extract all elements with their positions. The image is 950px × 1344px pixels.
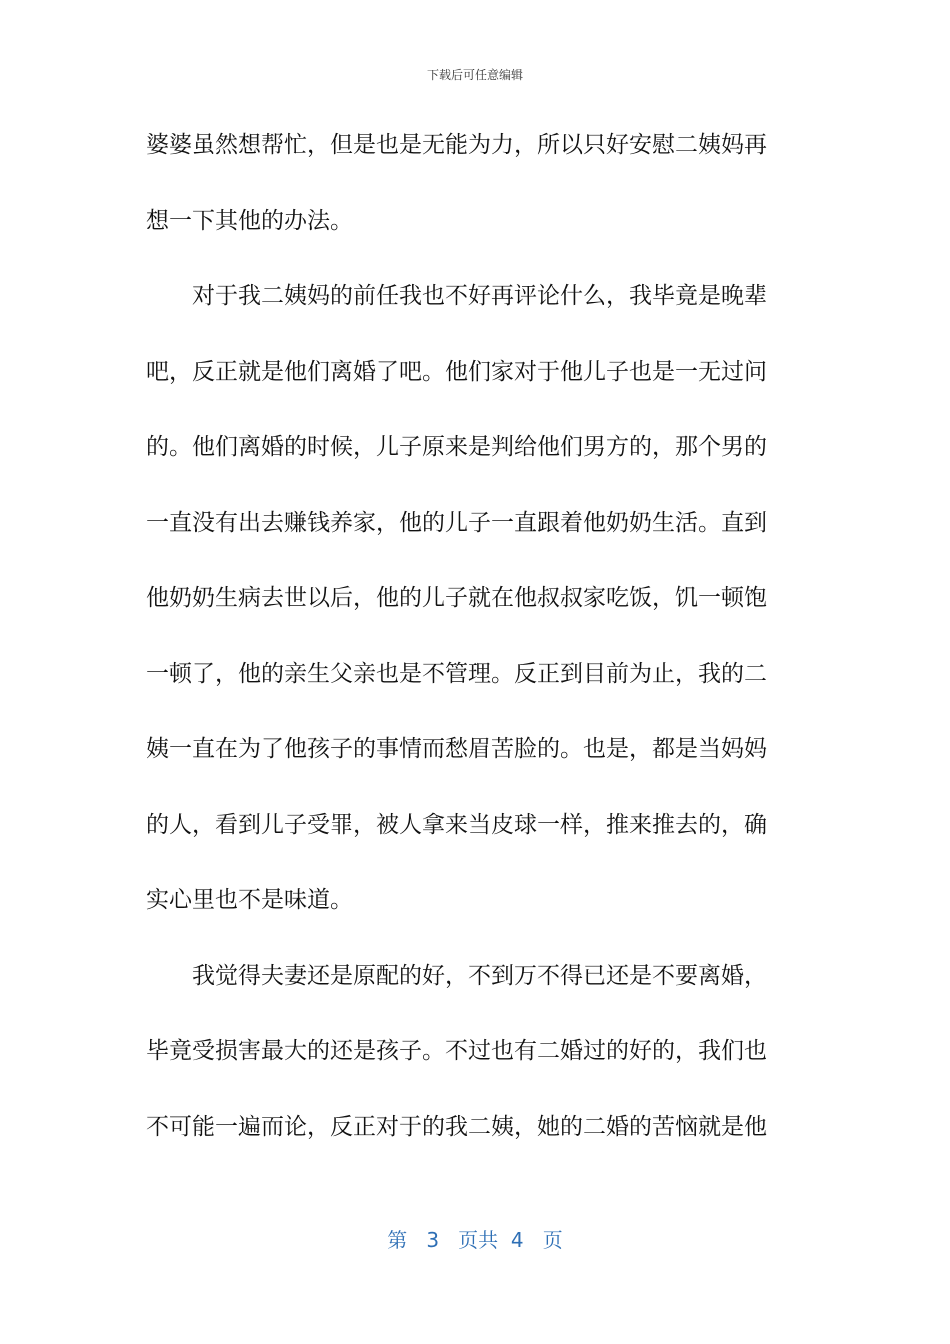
- page-footer: [0, 1224, 950, 1253]
- text-line: 婆婆虽然想帮忙，但是也是无能为力，所以只好安慰二姨妈再: [146, 132, 767, 158]
- footer-prefix: 第: [387, 1228, 408, 1252]
- text-line: 我觉得夫妻还是原配的好，不到万不得已还是不要离婚，: [192, 962, 767, 989]
- text-line: 的。他们离婚的时候，儿子原来是判给他们男方的，那个男的: [146, 434, 767, 460]
- total-pages-number: 4: [510, 1228, 524, 1252]
- paragraph-1: [146, 108, 796, 259]
- text-line: 姨一直在为了他孩子的事情而愁眉苦脸的。也是，都是当妈妈: [146, 736, 767, 762]
- text-line: 对于我二姨妈的前任我也不好再评论什么，我毕竟是晚辈: [192, 283, 767, 309]
- text-line: 的人，看到儿子受罪，被人拿来当皮球一样，推来推去的，确: [146, 811, 767, 838]
- document-body: [146, 108, 796, 1165]
- text-line: 他奶奶生病去世以后，他的儿子就在他叔叔家吃饭，饥一顿饱: [146, 585, 767, 611]
- paragraph-3: [146, 939, 796, 1166]
- text-line: 想一下其他的办法。: [146, 207, 353, 234]
- paragraph-2: [146, 259, 796, 939]
- text-line: 一直没有出去赚钱养家，他的儿子一直跟着他奶奶生活。直到: [146, 509, 767, 536]
- footer-suffix: 页: [542, 1228, 563, 1252]
- header-note: 下载后可任意编辑: [426, 68, 523, 82]
- text-line: 不可能一遍而论，反正对于的我二姨，她的二婚的苦恼就是他: [146, 1113, 767, 1140]
- text-line: 实心里也不是味道。: [146, 887, 353, 913]
- text-line: 吧，反正就是他们离婚了吧。他们家对于他儿子也是一无过问: [146, 358, 767, 385]
- text-line: 一顿了，他的亲生父亲也是不管理。反正到目前为止，我的二: [146, 660, 767, 687]
- footer-middle: 页共: [458, 1228, 499, 1252]
- text-line: 毕竟受损害最大的还是孩子。不过也有二婚过的好的，我们也: [146, 1038, 767, 1064]
- current-page-number: 3: [426, 1228, 440, 1252]
